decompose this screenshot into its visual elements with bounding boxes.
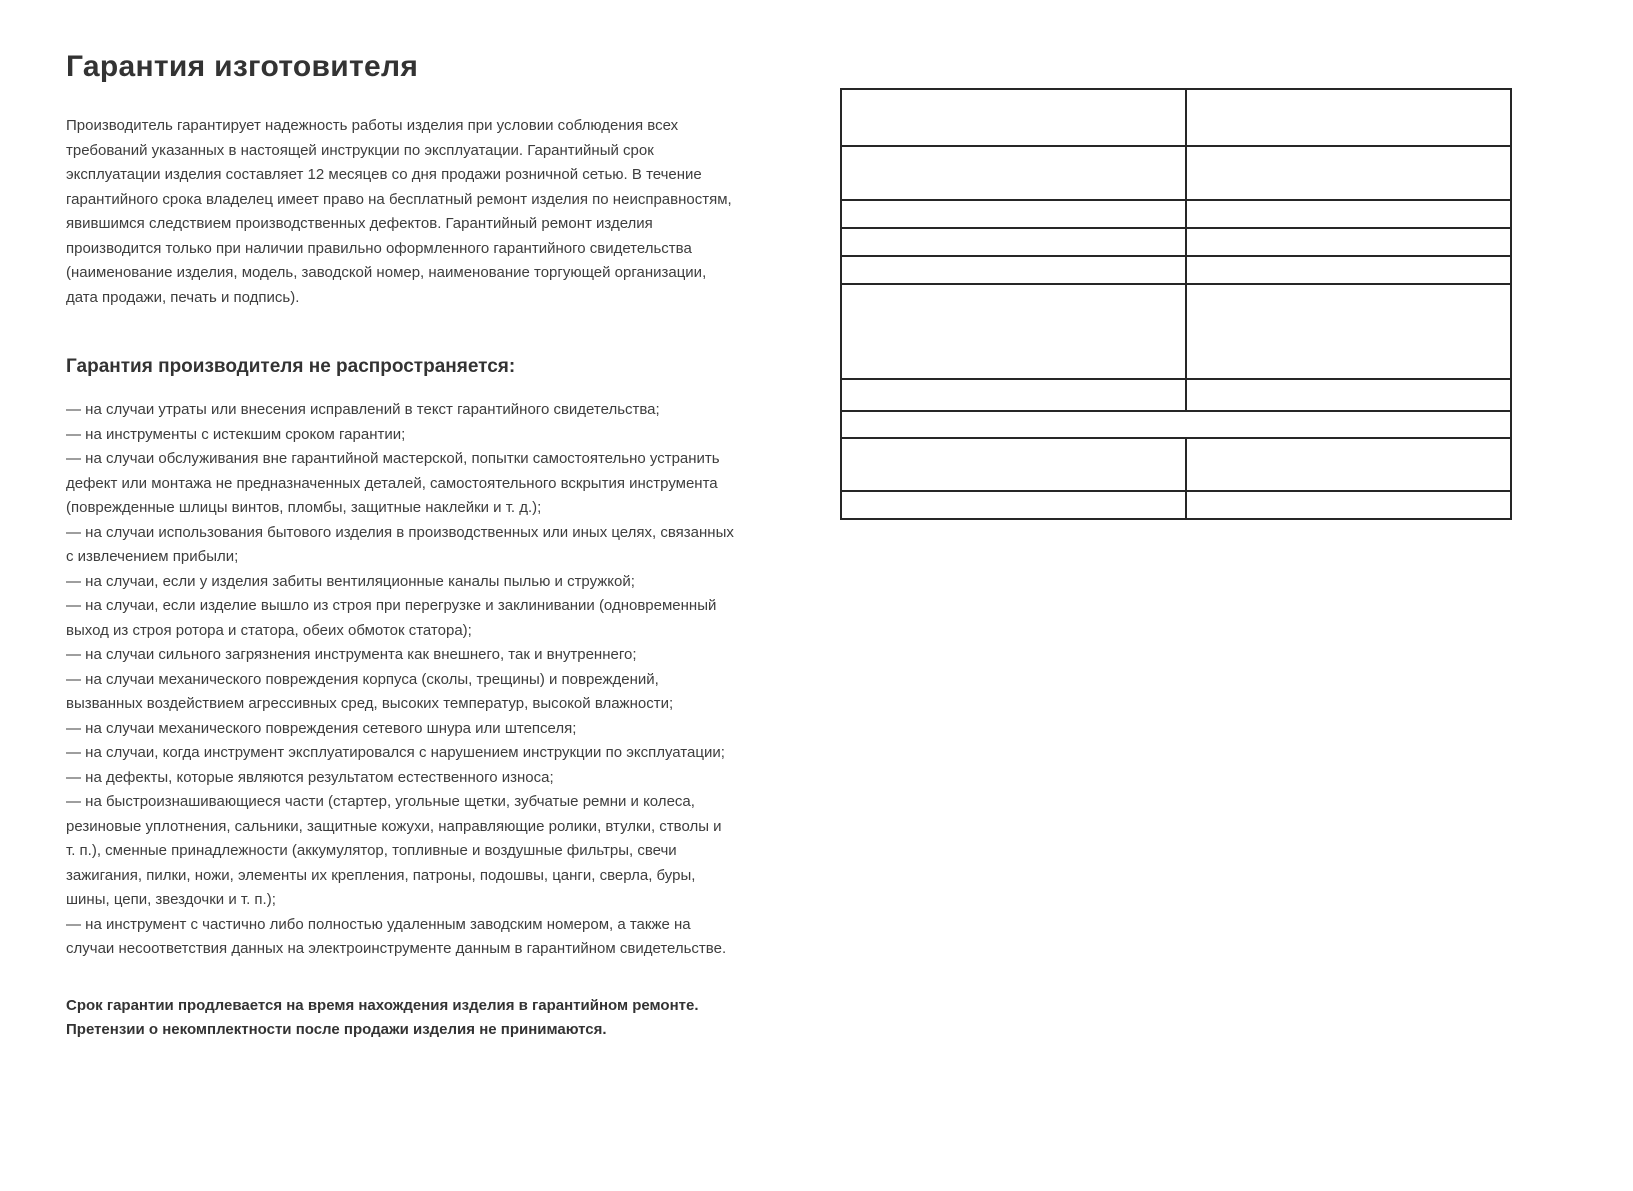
list-item: — на случаи использования бытового изделия в производственных или иных целях, связанных с извлечением прибыли;: [66, 523, 734, 565]
warranty-table-cell: [1186, 228, 1511, 256]
warranty-table-cell: [841, 379, 1186, 411]
warranty-table-cell: [1186, 89, 1511, 146]
warranty-table: [840, 88, 1512, 520]
footer-line-warranty-extension: Срок гарантии продлевается на время нахождения изделия в гарантийном ремонте.: [66, 996, 699, 1014]
exclusions-list: [66, 398, 734, 962]
list-item: — на случаи, когда инструмент эксплуатировался с нарушением инструкции по эксплуатации;: [66, 744, 725, 761]
warranty-table-cell: [1186, 200, 1511, 228]
list-item: — на случаи обслуживания вне гарантийной мастерской, попытки самостоятельно устранить дефект или монтажа не предназначенных деталей, самостоятельного вскрытия инструмента (поврежденные шлицы винтов, пломбы, защитные наклейки и т. д.);: [66, 450, 720, 516]
warranty-table-row: [841, 491, 1511, 519]
warranty-table-cell: [841, 228, 1186, 256]
warranty-table-row: [841, 256, 1511, 284]
exclusions-subtitle: Гарантия производителя не распространяется:: [66, 356, 516, 377]
warranty-text-column: [66, 50, 734, 1043]
list-item: — на случаи утраты или внесения исправлений в текст гарантийного свидетельства;: [66, 401, 660, 418]
list-item: — на дефекты, которые являются результатом естественного износа;: [66, 768, 554, 786]
footer-line-claims: Претензии о некомплектности после продажи изделия не принимаются.: [66, 1021, 607, 1038]
warranty-table-row: [841, 379, 1511, 411]
warranty-table-row: [841, 89, 1511, 146]
list-item: — на случаи, если изделие вышло из строя при перегрузке и заклинивании (одновременный выход из строя ротора и статора, обеих обмоток статора);: [66, 597, 717, 639]
warranty-table-cell: [1186, 256, 1511, 284]
list-item: — на быстроизнашивающиеся части (стартер, угольные щетки, зубчатые ремни и колеса, резиновые уплотнения, сальники, защитные кожухи, направляющие ролики, втулки, стволы и т. п.), сменные принадлежности (аккумулятор, топливные и воздушные фильтры, свечи зажигания, пилки, ножи, элементы их крепления, патроны, подошвы, цанги, сверла, буры, шины, цепи, звездочки и т. п.);: [66, 793, 722, 908]
warranty-table-cell: [1186, 491, 1511, 519]
warranty-table-cell: [1186, 438, 1511, 491]
warranty-table-cell: [841, 146, 1186, 200]
warranty-table-row: [841, 228, 1511, 256]
warranty-table-row: [841, 146, 1511, 200]
warranty-table-cell: [1186, 146, 1511, 200]
warranty-table-cell: [841, 411, 1511, 438]
warranty-table-cell: [841, 89, 1186, 146]
list-item: — на случаи механического повреждения корпуса (сколы, трещины) и повреждений, вызванных воздействием агрессивных сред, высоких температур, высокой влажности;: [66, 670, 674, 712]
list-item: — на случаи, если у изделия забиты вентиляционные каналы пылью и стружкой;: [66, 572, 635, 590]
warranty-table-row: [841, 284, 1511, 379]
warranty-table-cell: [1186, 284, 1511, 379]
footer-note: [66, 994, 734, 1043]
page-title: Гарантия изготовителя: [66, 50, 419, 83]
warranty-table-row: [841, 411, 1511, 438]
warranty-table-cell: [841, 491, 1186, 519]
list-item: — на случаи сильного загрязнения инструмента как внешнего, так и внутреннего;: [66, 646, 637, 663]
warranty-certificate-table: [840, 88, 1510, 520]
list-item: — на инструмент с частично либо полностью удаленным заводским номером, а также на случаи несоответствия данных на электроинструменте данным в гарантийном свидетельстве.: [66, 915, 727, 957]
warranty-table-row: [841, 438, 1511, 491]
warranty-table-cell: [1186, 379, 1511, 411]
warranty-table-cell: [841, 200, 1186, 228]
warranty-table-cell: [841, 256, 1186, 284]
list-item: — на случаи механического повреждения сетевого шнура или штепселя;: [66, 719, 577, 737]
warranty-table-cell: [841, 438, 1186, 491]
warranty-table-cell: [841, 284, 1186, 379]
intro-paragraph: Производитель гарантирует надежность работы изделия при условии соблюдения всех требований указанных в настоящей инструкции по эксплуатации. Гарантийный срок эксплуатации изделия составляет 12 месяцев со дня продажи розничной сетью. В течение гарантийного срока владелец имеет право на бесплатный ремонт изделия по неисправностям, явившимся следствием производственных дефектов. Гарантийный ремонт изделия производится только при наличии правильно оформленного гарантийного свидетельства (наименование изделия, модель, заводской номер, наименование торгующей организации, дата продажи, печать и подпись).: [66, 117, 732, 306]
list-item: — на инструменты с истекшим сроком гарантии;: [66, 425, 406, 443]
warranty-table-row: [841, 200, 1511, 228]
